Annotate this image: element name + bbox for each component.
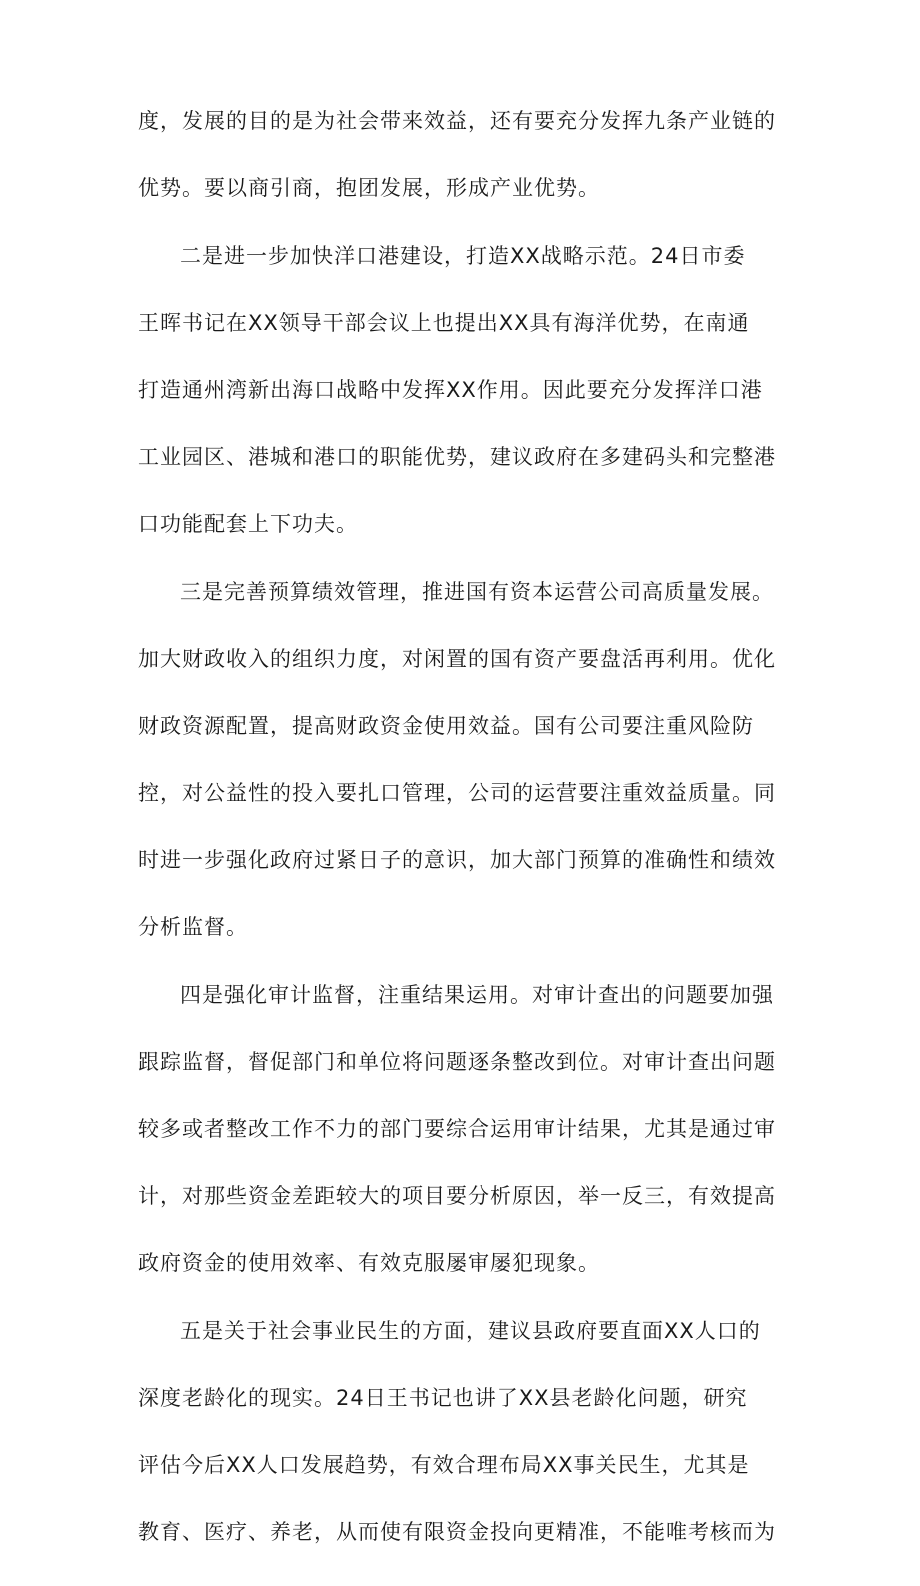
text-line: 评估今后XX人口发展趋势，有效合理布局XX事关民生，尤其是 (138, 1453, 750, 1477)
paragraph-start-line: 三是完善预算绩效管理，推进国有资本运营公司高质量发展。 (180, 580, 774, 604)
text-line: 打造通州湾新出海口战略中发挥XX作用。因此要充分发挥洋口港 (138, 378, 763, 402)
text-line: 口功能配套上下功夫。 (138, 512, 358, 536)
paragraph-start-line: 五是关于社会事业民生的方面，建议县政府要直面XX人口的 (180, 1319, 761, 1343)
text-line: 跟踪监督，督促部门和单位将问题逐条整改到位。对审计查出问题 (138, 1050, 776, 1074)
paragraph-start-line: 二是进一步加快洋口港建设，打造XX战略示范。24日市委 (180, 244, 746, 268)
text-line: 分析监督。 (138, 915, 248, 939)
text-line: 控，对公益性的投入要扎口管理，公司的运营要注重效益质量。同 (138, 781, 776, 805)
text-line: 优势。要以商引商，抱团发展，形成产业优势。 (138, 176, 600, 200)
text-line: 政府资金的使用效率、有效克服屡审屡犯现象。 (138, 1251, 600, 1275)
text-line: 教育、医疗、养老，从而使有限资金投向更精准，不能唯考核而为 (138, 1520, 776, 1544)
text-line: 加大财政收入的组织力度，对闲置的国有资产要盘活再利用。优化 (138, 647, 776, 671)
text-line: 较多或者整改工作不力的部门要综合运用审计结果，尤其是通过审 (138, 1117, 776, 1141)
text-line: 王晖书记在XX领导干部会议上也提出XX具有海洋优势，在南通 (138, 311, 750, 335)
text-line: 度，发展的目的是为社会带来效益，还有要充分发挥九条产业链的 (138, 109, 776, 133)
text-line: 工业园区、港城和港口的职能优势，建议政府在多建码头和完整港 (138, 445, 776, 469)
text-line: 财政资源配置，提高财政资金使用效益。国有公司要注重风险防 (138, 714, 754, 738)
paragraph-start-line: 四是强化审计监督，注重结果运用。对审计查出的问题要加强 (180, 983, 774, 1007)
text-line: 计，对那些资金差距较大的项目要分析原因，举一反三，有效提高 (138, 1184, 776, 1208)
text-line: 深度老龄化的现实。24日王书记也讲了XX县老龄化问题，研究 (138, 1386, 748, 1410)
text-line: 时进一步强化政府过紧日子的意识，加大部门预算的准确性和绩效 (138, 848, 776, 872)
body-text (138, 108, 778, 1586)
